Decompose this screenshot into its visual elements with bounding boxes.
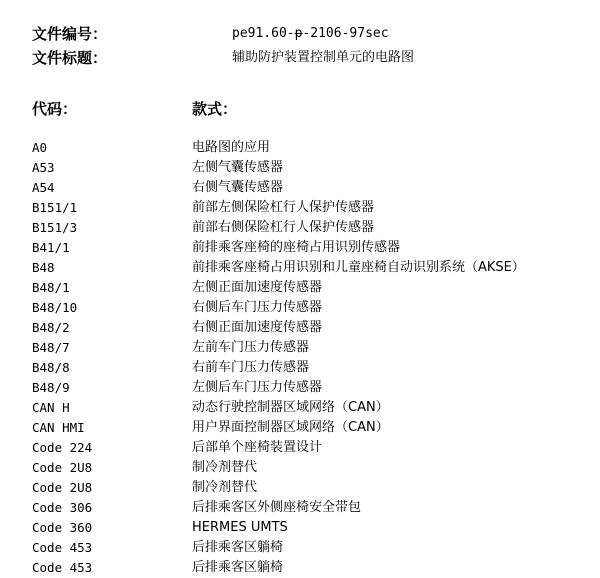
item-description: 前排乘客座椅的座椅占用识别传感器 — [192, 240, 401, 255]
item-description: 制冷剂替代 — [192, 480, 258, 495]
doc-number-prefix: pe91.60- — [232, 26, 295, 41]
item-description: 电路图的应用 — [192, 140, 271, 155]
item-description: 右侧正面加速度传感器 — [192, 320, 323, 335]
doc-number-struck: p — [294, 26, 303, 41]
item-description: 左侧后车门压力传感器 — [192, 380, 323, 395]
item-code: B48 — [32, 260, 55, 275]
list-item — [0, 558, 600, 578]
item-code: B151/1 — [32, 200, 78, 215]
item-code: B48/1 — [32, 280, 70, 295]
list-item — [0, 178, 600, 198]
item-code: Code 2U8 — [32, 480, 93, 495]
item-code: A54 — [32, 180, 55, 195]
list-item — [0, 538, 600, 558]
doc-title-label: 文件标题： — [32, 49, 108, 67]
item-description: 左侧正面加速度传感器 — [192, 280, 323, 295]
doc-number-value — [232, 24, 389, 44]
doc-number-suffix: -2106-97sec — [302, 26, 389, 41]
item-code: A0 — [32, 140, 48, 155]
description-column-heading: 款式： — [192, 100, 238, 118]
list-item — [0, 238, 600, 258]
item-description: HERMES UMTS — [192, 520, 288, 535]
list-item — [0, 378, 600, 398]
item-code: CAN H — [32, 400, 70, 415]
list-item — [0, 138, 600, 158]
item-description: 后排乘客区躺椅 — [192, 540, 284, 555]
doc-number-label: 文件编号： — [32, 25, 108, 43]
code-list — [0, 138, 600, 578]
list-item — [0, 518, 600, 538]
item-description: 前排乘客座椅占用识别和儿童座椅自动识别系统（AKSE） — [192, 260, 525, 275]
item-description: 右侧气囊传感器 — [192, 180, 284, 195]
item-description: 动态行驶控制器区域网络（CAN） — [192, 400, 389, 415]
item-description: 后排乘客区躺椅 — [192, 560, 284, 575]
doc-title-value: 辅助防护装置控制单元的电路图 — [232, 50, 415, 65]
list-item — [0, 498, 600, 518]
item-code: B151/3 — [32, 220, 78, 235]
list-item — [0, 358, 600, 378]
item-code: Code 306 — [32, 500, 93, 515]
list-item — [0, 198, 600, 218]
item-description: 前部左侧保险杠行人保护传感器 — [192, 200, 375, 215]
item-code: B48/2 — [32, 320, 70, 335]
item-description: 左侧气囊传感器 — [192, 160, 284, 175]
item-description: 右侧后车门压力传感器 — [192, 300, 323, 315]
item-code: Code 360 — [32, 520, 93, 535]
item-code: A53 — [32, 160, 55, 175]
list-item — [0, 278, 600, 298]
item-description: 后部单个座椅装置设计 — [192, 440, 323, 455]
list-item — [0, 218, 600, 238]
list-item — [0, 258, 600, 278]
item-code: B48/10 — [32, 300, 78, 315]
list-item — [0, 398, 600, 418]
item-description: 用户界面控制器区域网络（CAN） — [192, 420, 389, 435]
code-column-heading: 代码： — [32, 100, 78, 118]
item-code: Code 2U8 — [32, 460, 93, 475]
list-item — [0, 418, 600, 438]
item-description: 后排乘客区外侧座椅安全带包 — [192, 500, 362, 515]
item-code: B48/8 — [32, 360, 70, 375]
item-code: B48/7 — [32, 340, 70, 355]
item-code: B48/9 — [32, 380, 70, 395]
item-code: Code 453 — [32, 560, 93, 575]
list-item — [0, 478, 600, 498]
item-code: Code 453 — [32, 540, 93, 555]
item-description: 左前车门压力传感器 — [192, 340, 310, 355]
item-code: CAN HMI — [32, 420, 85, 435]
item-description: 前部右侧保险杠行人保护传感器 — [192, 220, 375, 235]
item-description: 右前车门压力传感器 — [192, 360, 310, 375]
list-item — [0, 458, 600, 478]
item-code: Code 224 — [32, 440, 93, 455]
item-description: 制冷剂替代 — [192, 460, 258, 475]
list-item — [0, 158, 600, 178]
list-item — [0, 438, 600, 458]
list-item — [0, 338, 600, 358]
item-code: B41/1 — [32, 240, 70, 255]
list-item — [0, 318, 600, 338]
list-item — [0, 298, 600, 318]
